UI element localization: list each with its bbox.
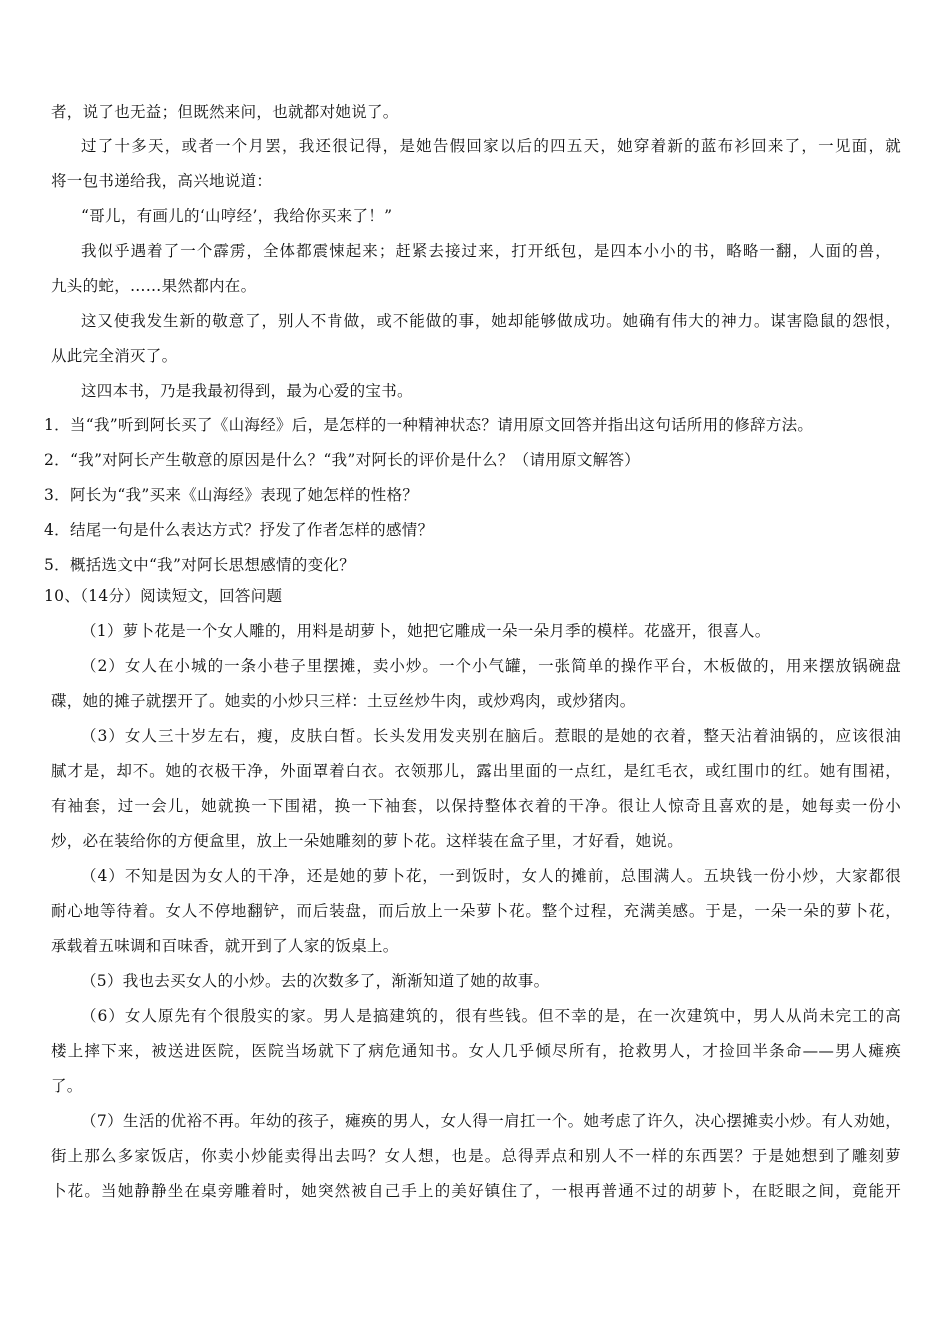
passage-line: 过了十多天，或者一个月罢，我还很记得，是她告假回家以后的四五天，她穿着新的蓝布衫回来了，一见面，就 bbox=[81, 137, 901, 155]
reading-line: 承载着五味调和百味香，就开到了人家的饭桌上。 bbox=[51, 937, 399, 955]
passage-line: 这又使我发生新的敬意了，别人不肯做，或不能做的事，她却能够做成功。她确有伟大的神力。谋害隐鼠的怨恨， bbox=[81, 312, 901, 330]
reading-line: （3）女人三十岁左右，瘦，皮肤白皙。长头发用发夹别在脑后。惹眼的是她的衣着，整天沾着油锅的，应该很油 bbox=[81, 727, 901, 745]
question-item: 5．概括选文中“我”对阿长思想感情的变化？ bbox=[44, 556, 356, 574]
reading-line: 有袖套，过一会儿，她就换一下围裙，换一下袖套，以保持整体衣着的干净。很让人惊奇且喜欢的是，她每卖一份小 bbox=[51, 797, 901, 815]
question-item: 2．“我”对阿长产生敬意的原因是什么？“我”对阿长的评价是什么？（请用原文解答） bbox=[44, 451, 641, 469]
passage-line: 我似乎遇着了一个霹雳，全体都震悚起来；赶紧去接过来，打开纸包，是四本小小的书，略略一翻，人面的兽， bbox=[81, 242, 891, 260]
question-item: 3．阿长为“我”买来《山海经》表现了她怎样的性格？ bbox=[44, 486, 419, 504]
reading-line: （5）我也去买女人的小炒。去的次数多了，渐渐知道了她的故事。 bbox=[81, 972, 550, 990]
reading-line: 了。 bbox=[51, 1077, 83, 1095]
reading-line: 耐心地等待着。女人不停地翻铲，而后装盘，而后放上一朵萝卜花。整个过程，充满美感。于是，一朵一朵的萝卜花， bbox=[51, 902, 901, 920]
reading-line: 卜花。当她静静坐在桌旁雕着时，她突然被自己手上的美好镇住了，一根再普通不过的胡萝卜，在眨眼之间，竟能开 bbox=[51, 1182, 901, 1200]
passage-line: 者，说了也无益；但既然来问，也就都对她说了。 bbox=[51, 103, 399, 121]
passage-line: 这四本书，乃是我最初得到，最为心爱的宝书。 bbox=[81, 382, 413, 400]
reading-line: 楼上摔下来，被送进医院，医院当场就下了病危通知书。女人几乎倾尽所有，抢救男人，才捡回半条命——男人瘫痪 bbox=[51, 1042, 901, 1060]
question-header: 10、（14分）阅读短文，回答问题 bbox=[44, 587, 283, 605]
reading-line: 街上那么多家饭店，你卖小炒能卖得出去吗？女人想，也是。总得弄点和别人不一样的东西罢？于是她想到了雕刻萝 bbox=[51, 1147, 901, 1165]
reading-line: （2）女人在小城的一条小巷子里摆摊，卖小炒。一个小气罐，一张简单的操作平台，木板做的，用来摆放锅碗盘 bbox=[81, 657, 901, 675]
reading-line: 炒，必在装给你的方便盒里，放上一朵她雕刻的萝卜花。这样装在盒子里，才好看，她说。 bbox=[51, 832, 684, 850]
reading-line: （4）不知是因为女人的干净，还是她的萝卜花，一到饭时，女人的摊前，总围满人。五块钱一份小炒，大家都很 bbox=[81, 867, 901, 885]
passage-line: “哥儿，有画儿的‘山哼经’，我给你买来了！” bbox=[81, 207, 393, 225]
passage-line: 将一包书递给我，高兴地说道： bbox=[51, 172, 273, 190]
reading-line: 腻才是，却不。她的衣极干净，外面罩着白衣。衣领那儿，露出里面的一点红，是红毛衣，或红围巾的红。她有围裙， bbox=[51, 762, 901, 780]
reading-line: （7）生活的优裕不再。年幼的孩子，瘫痪的男人，女人得一肩扛一个。她考虑了许久，决心摆摊卖小炒。有人劝她， bbox=[81, 1112, 901, 1130]
passage-line: 从此完全消灭了。 bbox=[51, 347, 178, 365]
reading-line: 碟，她的摊子就摆开了。她卖的小炒只三样：土豆丝炒牛肉，或炒鸡肉，或炒猪肉。 bbox=[51, 692, 636, 710]
reading-line: （1）萝卜花是一个女人雕的，用料是胡萝卜，她把它雕成一朵一朵月季的模样。花盛开，很喜人。 bbox=[81, 622, 771, 640]
passage-line: 九头的蛇，……果然都内在。 bbox=[51, 277, 257, 295]
question-item: 4．结尾一句是什么表达方式？抒发了作者怎样的感情？ bbox=[44, 521, 434, 539]
question-item: 1．当“我”听到阿长买了《山海经》后，是怎样的一种精神状态？请用原文回答并指出这句话所用的修辞方法。 bbox=[44, 416, 814, 434]
reading-line: （6）女人原先有个很殷实的家。男人是搞建筑的，很有些钱。但不幸的是，在一次建筑中，男人从尚未完工的高 bbox=[81, 1007, 901, 1025]
